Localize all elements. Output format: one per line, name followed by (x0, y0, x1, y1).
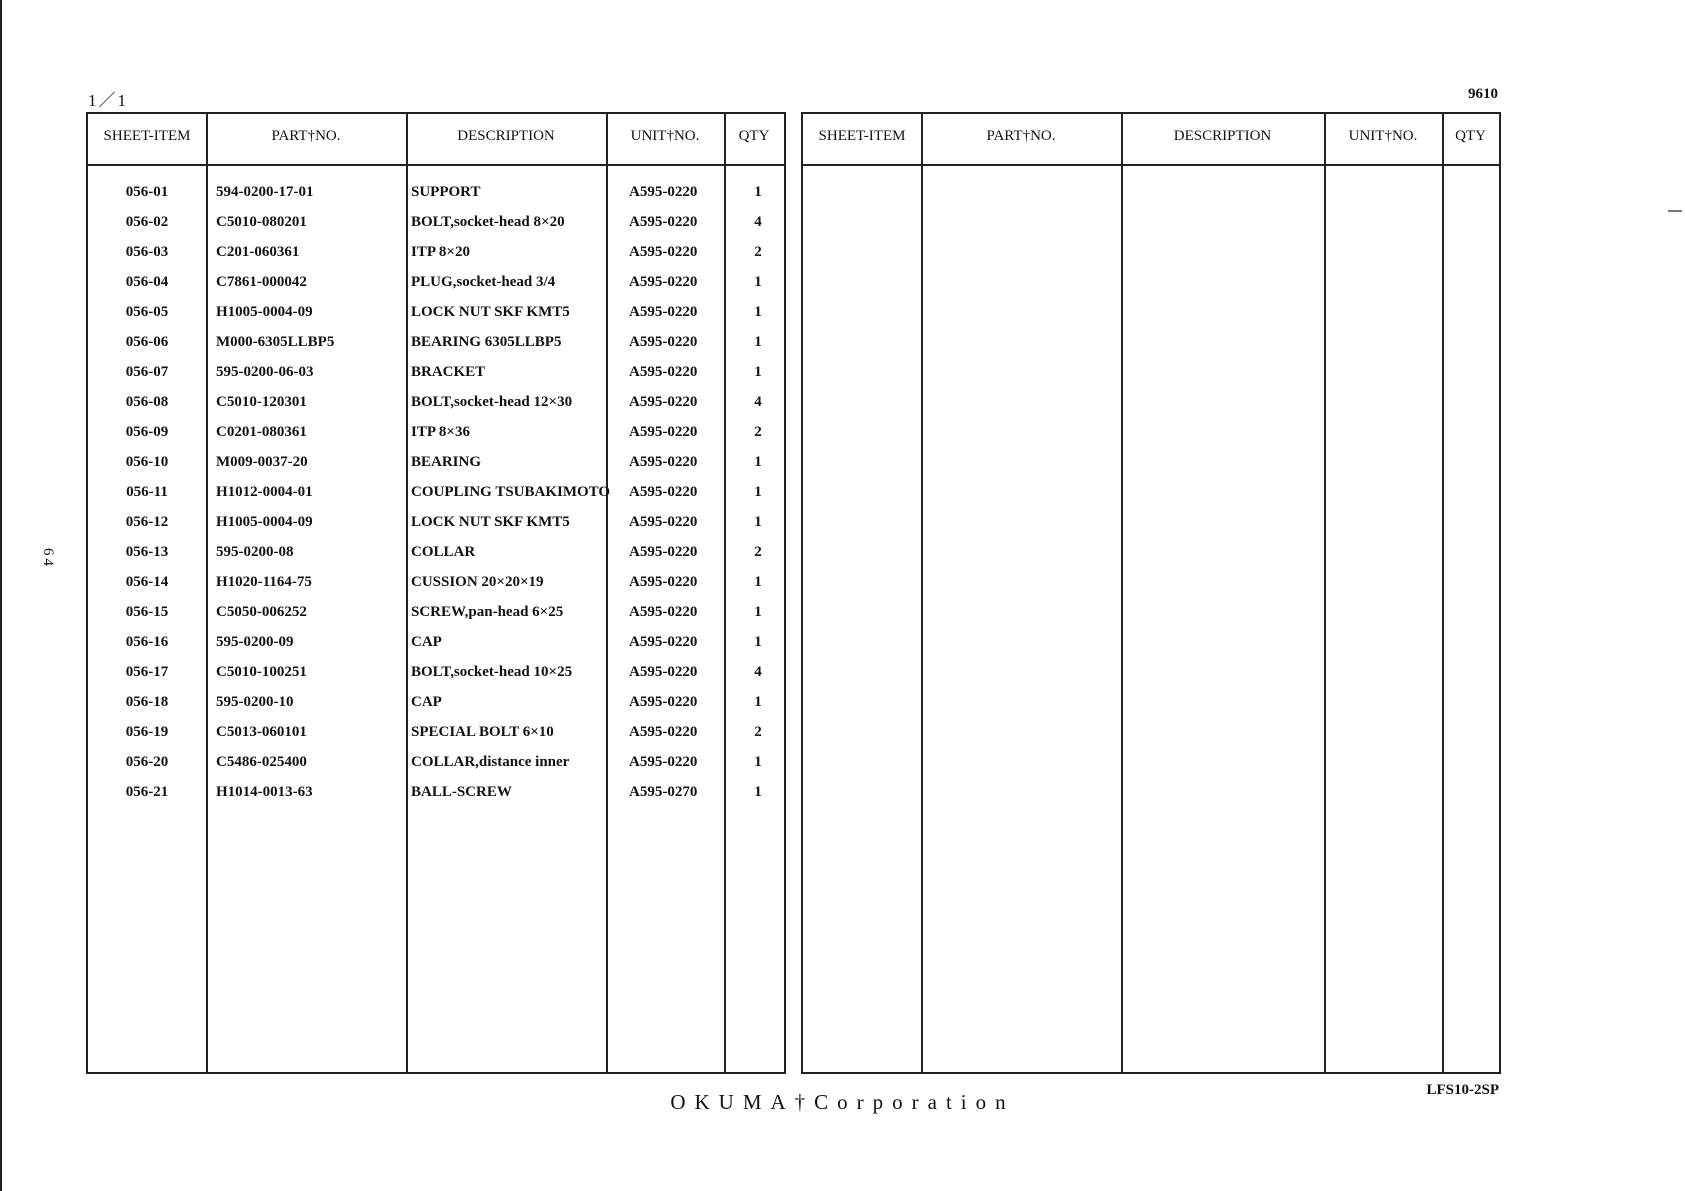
table-row (88, 568, 784, 598)
row-unit-no: A595-0220 (629, 304, 698, 320)
row-unit-no: A595-0220 (629, 544, 698, 560)
row-part-no: C5010-120301 (216, 394, 307, 410)
row-unit-no: A595-0220 (629, 724, 698, 740)
header-description: DESCRIPTION (1173, 128, 1272, 144)
row-description: LOCK NUT SKF KMT5 (411, 514, 570, 530)
row-part-no: C5010-080201 (216, 214, 307, 230)
row-sheet-item: 056-20 (125, 754, 169, 770)
row-qty: 4 (754, 394, 762, 410)
row-part-no: H1014-0013-63 (216, 784, 313, 800)
row-qty: 1 (754, 694, 762, 710)
row-sheet-item: 056-15 (125, 604, 169, 620)
row-unit-no: A595-0220 (629, 394, 698, 410)
table-row (88, 538, 784, 568)
row-sheet-item: 056-13 (125, 544, 169, 560)
row-qty: 2 (754, 544, 762, 560)
row-unit-no: A595-0220 (629, 754, 698, 770)
row-qty: 1 (754, 484, 762, 500)
row-unit-no: A595-0220 (629, 274, 698, 290)
row-description: BEARING 6305LLBP5 (411, 334, 562, 350)
row-sheet-item: 056-10 (125, 454, 169, 470)
row-sheet-item: 056-05 (125, 304, 169, 320)
row-unit-no: A595-0220 (629, 424, 698, 440)
row-part-no: 595-0200-08 (216, 544, 294, 560)
row-unit-no: A595-0220 (629, 184, 698, 200)
table-row (88, 688, 784, 718)
table-row (88, 718, 784, 748)
row-description: SCREW,pan-head 6×25 (411, 604, 564, 620)
row-description: COUPLING TSUBAKIMOTO (411, 484, 611, 500)
header-description: DESCRIPTION (457, 128, 555, 144)
row-qty: 1 (754, 334, 762, 350)
row-part-no: C5010-100251 (216, 664, 307, 680)
row-description: ITP 8×36 (411, 424, 470, 440)
row-qty: 2 (754, 724, 762, 740)
row-description: SPECIAL BOLT 6×10 (411, 724, 554, 740)
parts-table-left (86, 112, 786, 1074)
header-unit-no: UNIT†NO. (630, 128, 700, 144)
side-page-number: 64 (40, 548, 56, 569)
header-qty: QTY (1455, 128, 1486, 144)
model-code: LFS10-2SP (1426, 1082, 1499, 1098)
row-description: BOLT,socket-head 10×25 (411, 664, 573, 680)
row-unit-no: A595-0220 (629, 634, 698, 650)
row-sheet-item: 056-16 (125, 634, 169, 650)
row-description: CAP (411, 634, 442, 650)
row-part-no: M000-6305LLBP5 (216, 334, 335, 350)
row-part-no: C5013-060101 (216, 724, 307, 740)
row-sheet-item: 056-17 (125, 664, 169, 680)
row-part-no: 594-0200-17-01 (216, 184, 314, 200)
header-part-no: PART†NO. (271, 128, 341, 144)
row-description: COLLAR,distance inner (411, 754, 570, 770)
row-sheet-item: 056-06 (125, 334, 169, 350)
row-description: LOCK NUT SKF KMT5 (411, 304, 570, 320)
table-row (88, 328, 784, 358)
row-part-no: C7861-000042 (216, 274, 307, 290)
table-row (88, 418, 784, 448)
row-sheet-item: 056-04 (125, 274, 169, 290)
row-part-no: C201-060361 (216, 244, 300, 260)
header-qty: QTY (738, 128, 770, 144)
row-qty: 2 (754, 244, 762, 260)
row-qty: 1 (754, 454, 762, 470)
table-row (88, 478, 784, 508)
row-sheet-item: 056-07 (125, 364, 169, 380)
table-row (88, 748, 784, 778)
row-sheet-item: 056-18 (125, 694, 169, 710)
row-qty: 4 (754, 214, 762, 230)
row-unit-no: A595-0220 (629, 694, 698, 710)
col-divider (1324, 114, 1444, 1072)
row-part-no: H1020-1164-75 (216, 574, 312, 590)
row-unit-no: A595-0220 (629, 574, 698, 590)
row-sheet-item: 056-11 (126, 484, 168, 500)
table-row (88, 358, 784, 388)
table-row (88, 628, 784, 658)
row-part-no: H1012-0004-01 (216, 484, 313, 500)
row-description: CUSSION 20×20×19 (411, 574, 544, 590)
row-unit-no: A595-0220 (629, 664, 698, 680)
row-qty: 1 (754, 784, 762, 800)
row-qty: 1 (754, 364, 762, 380)
row-unit-no: A595-0220 (629, 364, 698, 380)
table-row (88, 268, 784, 298)
row-sheet-item: 056-19 (125, 724, 169, 740)
table-row (88, 598, 784, 628)
row-part-no: C0201-080361 (216, 424, 307, 440)
col-divider (1121, 114, 1326, 1072)
row-qty: 1 (754, 274, 762, 290)
header-divider (88, 164, 784, 166)
row-description: BRACKET (411, 364, 486, 380)
parts-table-right (801, 112, 1501, 1074)
row-unit-no: A595-0220 (629, 244, 698, 260)
row-unit-no: A595-0220 (629, 214, 698, 230)
row-description: BOLT,socket-head 12×30 (411, 394, 573, 410)
page-border (0, 0, 2, 1191)
row-part-no: H1005-0004-09 (216, 514, 313, 530)
row-sheet-item: 056-01 (125, 184, 169, 200)
row-part-no: C5050-006252 (216, 604, 307, 620)
row-qty: 2 (754, 424, 762, 440)
table-row (88, 658, 784, 688)
header-unit-no: UNIT†NO. (1348, 128, 1418, 144)
row-unit-no: A595-0220 (629, 604, 698, 620)
row-unit-no: A595-0270 (629, 784, 698, 800)
col-divider (803, 114, 923, 1072)
row-qty: 1 (754, 304, 762, 320)
header-sheet-item: SHEET-ITEM (103, 128, 191, 144)
row-sheet-item: 056-09 (125, 424, 169, 440)
row-description: BOLT,socket-head 8×20 (411, 214, 565, 230)
row-qty: 1 (754, 634, 762, 650)
row-sheet-item: 056-14 (125, 574, 169, 590)
table-row (88, 178, 784, 208)
row-part-no: 595-0200-10 (216, 694, 294, 710)
margin-mark (1668, 210, 1682, 212)
row-sheet-item: 056-08 (125, 394, 169, 410)
table-row (88, 508, 784, 538)
row-description: CAP (411, 694, 442, 710)
row-part-no: C5486-025400 (216, 754, 307, 770)
table-row (88, 208, 784, 238)
header-divider (803, 164, 1499, 166)
row-unit-no: A595-0220 (629, 484, 698, 500)
row-qty: 1 (754, 574, 762, 590)
row-qty: 1 (754, 754, 762, 770)
row-description: PLUG,socket-head 3/4 (411, 274, 556, 290)
row-part-no: 595-0200-09 (216, 634, 294, 650)
row-sheet-item: 056-03 (125, 244, 169, 260)
row-part-no: H1005-0004-09 (216, 304, 313, 320)
header-sheet-item: SHEET-ITEM (818, 128, 906, 144)
catalog-number: 9610 (1468, 86, 1498, 102)
row-sheet-item: 056-21 (125, 784, 169, 800)
col-divider (921, 114, 1123, 1072)
header-part-no: PART†NO. (986, 128, 1056, 144)
row-sheet-item: 056-12 (125, 514, 169, 530)
table-row (88, 448, 784, 478)
row-part-no: M009-0037-20 (216, 454, 308, 470)
row-unit-no: A595-0220 (629, 514, 698, 530)
row-qty: 1 (754, 514, 762, 530)
table-row (88, 778, 784, 808)
page-number: 1／1 (88, 91, 128, 110)
company-name: OKUMA†Corporation (670, 1090, 1015, 1114)
row-description: BALL-SCREW (411, 784, 512, 800)
row-description: COLLAR (411, 544, 476, 560)
row-qty: 1 (754, 604, 762, 620)
row-unit-no: A595-0220 (629, 454, 698, 470)
row-description: SUPPORT (411, 184, 481, 200)
row-sheet-item: 056-02 (125, 214, 169, 230)
row-description: ITP 8×20 (411, 244, 470, 260)
row-qty: 1 (754, 184, 762, 200)
table-row (88, 298, 784, 328)
row-qty: 4 (754, 664, 762, 680)
row-unit-no: A595-0220 (629, 334, 698, 350)
row-description: BEARING (411, 454, 482, 470)
table-row (88, 388, 784, 418)
row-part-no: 595-0200-06-03 (216, 364, 314, 380)
table-row (88, 238, 784, 268)
